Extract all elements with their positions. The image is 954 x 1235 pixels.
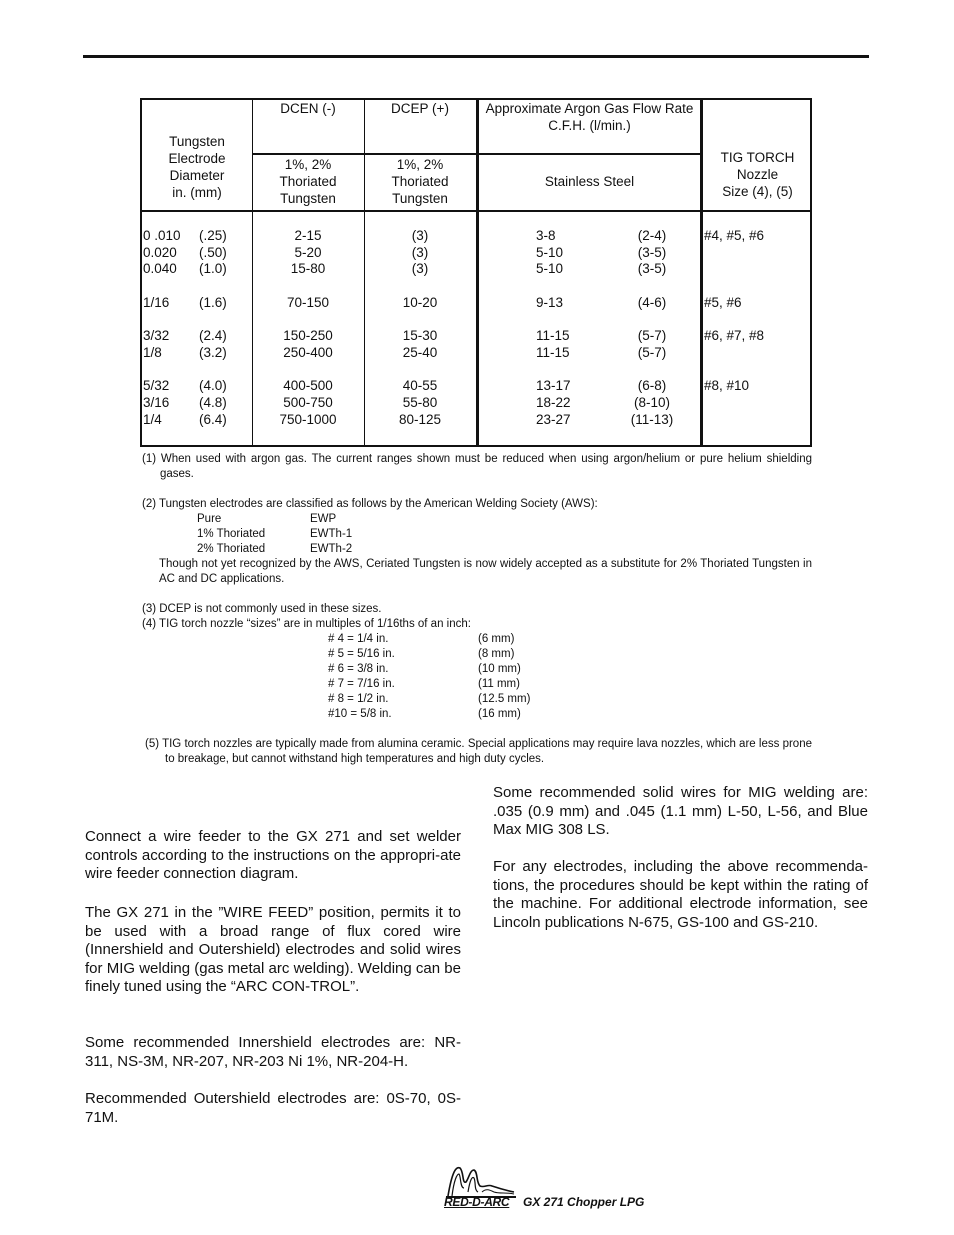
table-cell-nozzle: #8, #10 xyxy=(704,378,750,394)
table-cell-flow-lmin xyxy=(620,362,684,379)
table-cell-diameter-inch xyxy=(143,278,181,295)
body-paragraph: For any electrodes, including the above recommenda-tions, the procedures should be kept within the rating of the machine. For additional electrode information, see Lincoln publications N-675, GS-100 and GS-210. xyxy=(493,858,868,931)
table-cell-diameter-inch: 3/32 xyxy=(143,328,170,344)
table-cell-diameter-mm: (2.4) xyxy=(199,328,227,344)
body-paragraph: Some recommended Innershield electrodes are: NR-311, NS-3M, NR-207, NR-203 Ni 1%, NR-204-H. xyxy=(85,1034,461,1070)
header-tungsten: Tungsten Electrode Diameter in. (mm) xyxy=(168,134,226,200)
table-cell-dcen xyxy=(252,311,364,328)
table-cell-diameter-mm: (3.2) xyxy=(199,344,227,360)
table-cell-diameter-mm: (1.6) xyxy=(199,294,227,310)
footnote-4-intro: (4) TIG torch nozzle “sizes” are in multiples of 1/16ths of an inch: xyxy=(142,618,471,630)
table-cell-nozzle xyxy=(704,278,764,295)
table-cell-nozzle: #4, #5, #6 xyxy=(704,228,765,243)
table-cell-diameter-inch: 5/32 xyxy=(143,378,170,394)
table-cell-nozzle xyxy=(704,412,764,429)
table-cell-flow-lmin: (4-6) xyxy=(637,294,667,310)
table-cell-flow-lmin: (2-4) xyxy=(637,228,667,243)
table-cell-diameter-inch xyxy=(143,362,181,379)
table-cell-flow-cfh xyxy=(536,362,571,379)
body-paragraph: Connect a wire feeder to the GX 271 and set welder controls according to the instructions on the appropri-ate wire feeder connection diagram. xyxy=(85,828,461,883)
col-nozzle-size xyxy=(704,228,764,428)
table-cell-diameter-mm: (.50) xyxy=(199,244,227,260)
header-nozzle: TIG TORCH Nozzle Size (4), (5) xyxy=(720,150,795,199)
table-cell-flow-cfh: 23-27 xyxy=(536,411,571,427)
table-cell-dcep xyxy=(364,278,476,295)
table-cell-diameter-inch: 3/16 xyxy=(143,394,170,410)
col-diameter-mm xyxy=(199,228,227,428)
table-cell-nozzle: #5, #6 xyxy=(704,294,742,310)
tungsten-table xyxy=(140,98,812,447)
table-cell-flow-lmin: (11-13) xyxy=(630,411,674,427)
header-dcen-thoriated: 1%, 2% Thoriated Tungsten xyxy=(279,157,337,206)
header-dcep: DCEP (+) xyxy=(391,101,449,116)
header-dcen: DCEN (-) xyxy=(280,101,336,116)
body-paragraph: Some recommended solid wires for MIG welding are: .035 (0.9 mm) and .045 (1.1 mm) L-50, L-56, and Blue Max MIG 308 LS. xyxy=(493,784,868,839)
table-cell-diameter-inch: 0.040 xyxy=(143,261,177,277)
col-flow-lmin xyxy=(620,228,684,428)
table-cell-dcen: 5-20 xyxy=(294,244,322,260)
table-cell-dcep: (3) xyxy=(411,228,429,243)
aws-type: Pure xyxy=(197,513,222,525)
table-cell-diameter-inch: 1/4 xyxy=(143,411,162,427)
table-cell-dcep: 55-80 xyxy=(402,394,438,410)
col-dcen xyxy=(252,228,364,428)
table-cell-dcep: (3) xyxy=(411,244,429,260)
table-cell-diameter-inch: 1/8 xyxy=(143,344,162,360)
table-cell-nozzle xyxy=(704,362,764,379)
table-cell-dcep xyxy=(364,311,476,328)
table-cell-dcep xyxy=(364,362,476,379)
table-cell-dcen: 15-80 xyxy=(290,261,326,277)
table-cell-diameter-inch xyxy=(143,311,181,328)
header-stainless-steel: Stainless Steel xyxy=(544,174,635,189)
table-cell-dcen xyxy=(252,278,364,295)
aws-code: EWTh-1 xyxy=(310,528,353,540)
table-cell-dcen: 500-750 xyxy=(283,394,333,410)
table-cell-diameter-inch: 0.020 xyxy=(143,244,177,260)
nozzle-mm: (12.5 mm) xyxy=(478,693,531,705)
table-cell-nozzle: #6, #7, #8 xyxy=(704,328,765,344)
table-cell-dcen: 250-400 xyxy=(283,344,333,360)
nozzle-mm: (11 mm) xyxy=(478,678,520,690)
nozzle-size: # 5 = 5/16 in. xyxy=(328,648,395,660)
table-cell-flow-lmin xyxy=(620,311,684,328)
header-dcep-thoriated: 1%, 2% Thoriated Tungsten xyxy=(391,157,449,206)
footnote-2-text: Though not yet recognized by the AWS, Ceriated Tungsten is now widely accepted as a substitute for 2% Thoriated Tungsten in AC and DC applications. xyxy=(159,558,812,585)
header-rule xyxy=(252,153,700,155)
table-cell-flow-cfh: 11-15 xyxy=(536,344,570,360)
table-cell-diameter-mm xyxy=(199,278,227,295)
table-cell-diameter-mm xyxy=(199,362,227,379)
nozzle-mm: (8 mm) xyxy=(478,648,515,660)
body-paragraph: The GX 271 in the ”WIRE FEED” position, permits it to be used with a broad range of flux cored wire (Innershield and Outershield) electrodes and solid wires for MIG welding (gas metal arc welding). Welding can be finely tuned using the “ARC CON-TROL”. xyxy=(85,904,461,996)
aws-code: EWTh-2 xyxy=(310,543,353,555)
footnote-1: (1) When used with argon gas. The current ranges shown must be reduced when using argon/helium or pure helium shielding gases. xyxy=(142,453,812,480)
table-cell-dcep: 80-125 xyxy=(398,411,442,427)
table-divider xyxy=(476,100,479,445)
table-cell-dcen: 400-500 xyxy=(283,378,333,394)
table-cell-dcep: 15-30 xyxy=(402,328,438,344)
table-cell-flow-cfh: 13-17 xyxy=(536,378,571,394)
table-cell-flow-cfh: 18-22 xyxy=(536,394,571,410)
table-cell-diameter-inch: 0 .010 xyxy=(143,228,181,243)
nozzle-mm: (10 mm) xyxy=(478,663,521,675)
table-cell-nozzle xyxy=(704,345,764,362)
aws-type: 1% Thoriated xyxy=(197,528,266,540)
header-rule xyxy=(142,210,810,212)
table-cell-dcen: 70-150 xyxy=(286,294,330,310)
table-cell-dcen: 150-250 xyxy=(283,328,333,344)
header-argon-flow: Approximate Argon Gas Flow Rate C.F.H. (l/min.) xyxy=(485,101,694,133)
table-cell-nozzle xyxy=(704,245,764,262)
table-cell-diameter-mm: (6.4) xyxy=(199,411,227,427)
nozzle-mm: (6 mm) xyxy=(478,633,515,645)
table-cell-flow-cfh: 11-15 xyxy=(536,328,570,344)
col-dcep xyxy=(364,228,476,428)
table-cell-nozzle xyxy=(704,311,764,328)
table-cell-nozzle xyxy=(704,395,764,412)
table-cell-dcen: 750-1000 xyxy=(279,411,337,427)
table-cell-dcen: 2-15 xyxy=(294,228,322,243)
table-cell-dcen xyxy=(252,362,364,379)
top-rule xyxy=(83,55,869,58)
col-flow-cfh xyxy=(536,228,571,428)
table-cell-flow-lmin xyxy=(620,278,684,295)
nozzle-size: # 4 = 1/4 in. xyxy=(328,633,389,645)
table-cell-flow-cfh: 5-10 xyxy=(536,244,564,260)
table-cell-flow-lmin: (5-7) xyxy=(637,328,667,344)
body-paragraph: Recommended Outershield electrodes are: 0S-70, 0S-71M. xyxy=(85,1090,461,1126)
table-cell-flow-cfh xyxy=(536,278,571,295)
nozzle-size: # 6 = 3/8 in. xyxy=(328,663,389,675)
footnote-5: (5) TIG torch nozzles are typically made from alumina ceramic. Special applications may require lava nozzles, which are less prone to breakage, but cannot withstand high temperatures and high duty cycles. xyxy=(145,738,812,765)
table-cell-flow-lmin: (8-10) xyxy=(633,394,670,410)
footer-product: GX 271 Chopper LPG xyxy=(523,1195,645,1209)
footnote-3: (3) DCEP is not commonly used in these sizes. xyxy=(142,603,382,615)
table-cell-flow-lmin: (6-8) xyxy=(637,378,667,394)
nozzle-size: # 8 = 1/2 in. xyxy=(328,693,389,705)
table-cell-diameter-mm xyxy=(199,311,227,328)
table-cell-dcep: 10-20 xyxy=(402,294,438,310)
table-cell-flow-cfh: 5-10 xyxy=(536,261,564,277)
footer-brand: RED-D-ARC xyxy=(444,1195,510,1209)
col-diameter-inch xyxy=(143,228,181,428)
aws-type: 2% Thoriated xyxy=(197,543,266,555)
nozzle-mm: (16 mm) xyxy=(478,708,521,720)
table-cell-flow-cfh: 9-13 xyxy=(536,294,564,310)
table-cell-flow-lmin: (3-5) xyxy=(637,244,667,260)
table-cell-diameter-mm: (4.0) xyxy=(199,378,227,394)
table-cell-flow-cfh xyxy=(536,311,571,328)
table-cell-dcep: 40-55 xyxy=(402,378,438,394)
table-cell-flow-cfh: 3-8 xyxy=(536,228,556,243)
nozzle-size: #10 = 5/8 in. xyxy=(328,708,392,720)
table-cell-nozzle xyxy=(704,261,764,278)
table-cell-dcep: (3) xyxy=(411,261,429,277)
footnote-2-intro: (2) Tungsten electrodes are classified as follows by the American Welding Society (AWS): xyxy=(142,498,598,510)
table-cell-diameter-mm: (4.8) xyxy=(199,394,227,410)
table-cell-diameter-inch: 1/16 xyxy=(143,294,170,310)
table-cell-flow-lmin: (3-5) xyxy=(637,261,667,277)
table-cell-diameter-mm: (.25) xyxy=(199,228,227,243)
table-cell-dcep: 25-40 xyxy=(402,344,438,360)
table-cell-flow-lmin: (5-7) xyxy=(637,344,667,360)
nozzle-size: # 7 = 7/16 in. xyxy=(328,678,395,690)
aws-code: EWP xyxy=(310,513,337,525)
table-cell-diameter-mm: (1.0) xyxy=(199,261,227,277)
